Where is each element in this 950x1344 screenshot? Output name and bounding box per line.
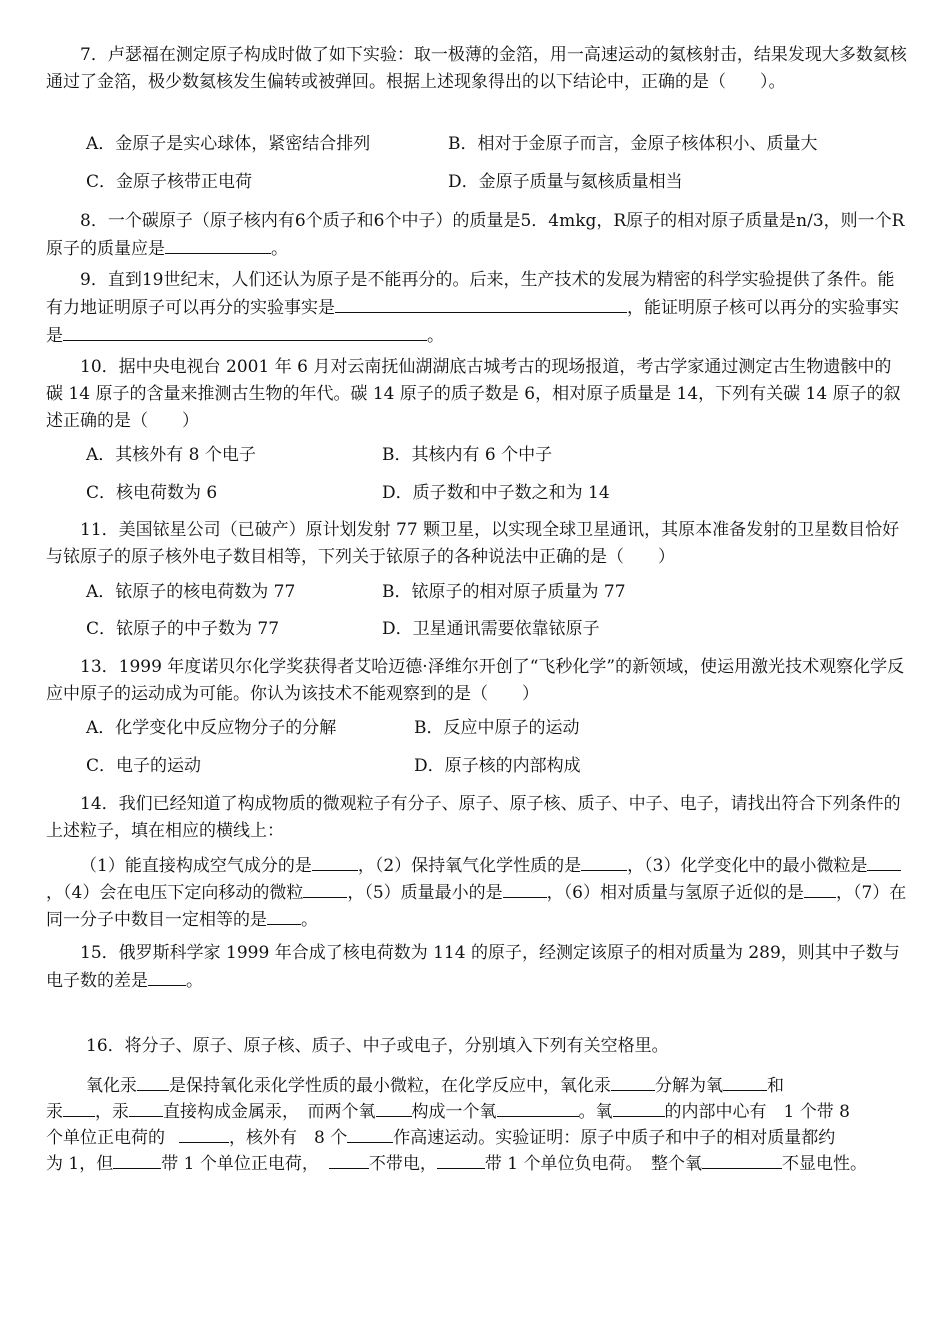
question-14-blank-4[interactable]: [303, 879, 347, 898]
q16-text-1c: 分解为氧: [655, 1076, 723, 1096]
question-14-item-4: ，（4）会在电压下定向移动的微粒: [46, 883, 304, 903]
question-14-end: 。: [301, 910, 318, 930]
q16-blank-11[interactable]: [113, 1150, 161, 1169]
question-8-answer-blank[interactable]: [165, 235, 271, 254]
question-10-option-c: C．核电荷数为 6: [86, 483, 218, 503]
question-10-stem: 10．据中央电视台 2001 年 6 月对云南抚仙湖湖底古城考古的现场报道，考古学家通过测定古生物遗骸中的碳 14 原子的含量来推测古生物的年代。碳 14 原子的质子数是 6，相对原子质量是 14，下列有关碳 14 原子的叙述正确的是（ ）: [46, 357, 901, 431]
question-8-end: 。: [271, 239, 288, 259]
question-7-option-b: B．相对于金原子而言，金原子核体积小、质量大: [448, 134, 818, 154]
q16-text-1b: 是保持氧化汞化学性质的最小微粒，在化学反应中，氧化汞: [169, 1076, 611, 1096]
q16-blank-9[interactable]: [179, 1124, 229, 1143]
question-7-option-d: D．金原子质量与氦核质量相当: [448, 172, 683, 192]
q16-text-4a: 为 1，但: [46, 1154, 114, 1174]
q16-blank-6[interactable]: [376, 1098, 412, 1117]
q16-blank-7[interactable]: [497, 1098, 579, 1117]
question-10-option-a: A．其核外有 8 个电子: [86, 445, 256, 465]
question-14-item-1: （1）能直接构成空气成分的是: [80, 856, 312, 876]
question-14-blank-5[interactable]: [503, 879, 547, 898]
question-13-option-c: C．电子的运动: [86, 756, 202, 776]
q16-text-2a: 汞: [46, 1102, 63, 1122]
question-9-end: 。: [427, 326, 444, 346]
question-7-option-a: A．金原子是实心球体，紧密结合排列: [86, 134, 371, 154]
q16-blank-14[interactable]: [702, 1150, 782, 1169]
question-11-stem: 11．美国铱星公司（已破产）原计划发射 77 颗卫星，以实现全球卫星通讯，其原本准备发射的卫星数目恰好与铱原子的原子核外电子数目相等，下列关于铱原子的各种说法中正确的是（ ）: [46, 520, 900, 567]
q16-blank-4[interactable]: [63, 1098, 95, 1117]
question-14-item-2: ，（2）保持氧气化学性质的是: [357, 856, 582, 876]
q16-text-3c: 作高速运动。实验证明：原子中质子和中子的相对质量都约: [393, 1128, 836, 1148]
question-9-text-2: ，能证明原子核可以再分的实验事实是: [46, 298, 899, 346]
question-13-stem: 13．1999 年度诺贝尔化学奖获得者艾哈迈德·泽维尔开创了“飞秒化学”的新领域，使运用激光技术观察化学反应中原子的运动成为可能。你认为该技术不能观察到的是（ ）: [46, 657, 905, 704]
q16-blank-10[interactable]: [347, 1124, 393, 1143]
question-16-stem: 16．将分子、原子、原子核、质子、中子或电子，分别填入下列有关空格里。: [86, 1036, 669, 1056]
q16-text-3b: ，核外有 8 个: [229, 1128, 348, 1148]
question-14-blank-2[interactable]: [581, 852, 627, 871]
question-14-item-6: ，（6）相对质量与氢原子近似的是: [546, 883, 804, 903]
question-15-answer-blank[interactable]: [148, 967, 186, 986]
q16-blank-13[interactable]: [437, 1150, 485, 1169]
q16-blank-3[interactable]: [723, 1072, 767, 1091]
question-16-line-1: [86, 1072, 784, 1098]
q16-text-4b: 带 1 个单位正电荷，: [161, 1154, 319, 1174]
question-16-line-4: [46, 1150, 867, 1176]
question-14-blank-7[interactable]: [267, 906, 301, 925]
q16-text-1d: 和: [767, 1076, 784, 1096]
question-14-blanks: [46, 852, 908, 933]
question-14-stem: 14．我们已经知道了构成物质的微观粒子有分子、原子、原子核、质子、中子、电子，请找出符合下列条件的上述粒子，填在相应的横线上：: [46, 794, 901, 841]
question-16-line-3: [46, 1124, 835, 1150]
q16-text-2d: 构成一个氧: [411, 1102, 497, 1122]
q16-text-2e: 。氧: [578, 1102, 613, 1122]
question-15-end: 。: [186, 971, 203, 991]
q16-text-4c: 不带电，: [368, 1154, 437, 1174]
question-13-option-a: A．化学变化中反应物分子的分解: [86, 718, 337, 738]
q16-blank-1[interactable]: [137, 1072, 169, 1091]
question-14-item-3: ，（3）化学变化中的最小微粒是: [627, 856, 868, 876]
q16-blank-2[interactable]: [611, 1072, 655, 1091]
question-14-blank-3[interactable]: [867, 852, 901, 871]
q16-text-2f: 的内部中心有 1 个带 8: [664, 1102, 850, 1122]
question-9-answer-blank-2[interactable]: [63, 322, 427, 341]
q16-blank-5[interactable]: [129, 1098, 163, 1117]
question-9-text-1: 9．直到19世纪末，人们还认为原子是不能再分的。后来，生产技术的发展为精密的科学实验提供了条件。能有力地证明原子可以再分的实验事实是: [46, 270, 895, 318]
question-11-option-a: A．铱原子的核电荷数为 77: [86, 582, 296, 602]
question-7-option-c: C．金原子核带正电荷: [86, 172, 253, 192]
q16-text-2c: 直接构成金属汞， 而两个氧: [163, 1102, 376, 1122]
q16-text-2b: ，汞: [95, 1102, 129, 1122]
q16-text-4d: 带 1 个单位负电荷。 整个氧: [484, 1154, 702, 1174]
question-11-option-c: C．铱原子的中子数为 77: [86, 619, 280, 639]
question-13-option-b: B．反应中原子的运动: [414, 718, 580, 738]
question-16-line-2: [46, 1098, 850, 1124]
question-15: [46, 940, 908, 995]
question-8-text: 8．一个碳原子（原子核内有6个质子和6个中子）的质量是5．4mkg，R原子的相对原子质量是n/3，则一个R原子的质量应是: [46, 211, 905, 259]
question-13-option-d: D．原子核的内部构成: [414, 756, 581, 776]
q16-blank-12[interactable]: [329, 1150, 369, 1169]
question-9-answer-blank-1[interactable]: [335, 294, 627, 313]
question-7-stem: 7．卢瑟福在测定原子构成时做了如下实验：取一极薄的金箔，用一高速运动的氦核射击，结果发现大多数氦核通过了金箔，极少数氦核发生偏转或被弹回。根据上述现象得出的以下结论中，正确的是（ ）。: [46, 45, 907, 92]
question-14-item-7: ，（7）在同一分子中数目一定相等的是: [46, 883, 907, 930]
q16-text-1a: 氧化汞: [86, 1076, 137, 1096]
question-9: [46, 267, 908, 350]
question-8: [46, 208, 908, 263]
question-10-option-d: D．质子数和中子数之和为 14: [382, 483, 610, 503]
question-11-option-d: D．卫星通讯需要依靠铱原子: [382, 619, 600, 639]
q16-blank-8[interactable]: [613, 1098, 665, 1117]
q16-text-4e: 不显电性。: [781, 1154, 867, 1174]
question-14-blank-6[interactable]: [804, 879, 836, 898]
question-11-option-b: B．铱原子的相对原子质量为 77: [382, 582, 626, 602]
question-15-text: 15．俄罗斯科学家 1999 年合成了核电荷数为 114 的原子，经测定该原子的相对质量为 289，则其中子数与电子数的差是: [46, 943, 900, 991]
question-10-option-b: B．其核内有 6 个中子: [382, 445, 553, 465]
question-14-blank-1[interactable]: [312, 852, 358, 871]
q16-text-3a: 个单位正电荷的: [46, 1128, 165, 1148]
question-14-item-5: ，（5）质量最小的是: [347, 883, 503, 903]
